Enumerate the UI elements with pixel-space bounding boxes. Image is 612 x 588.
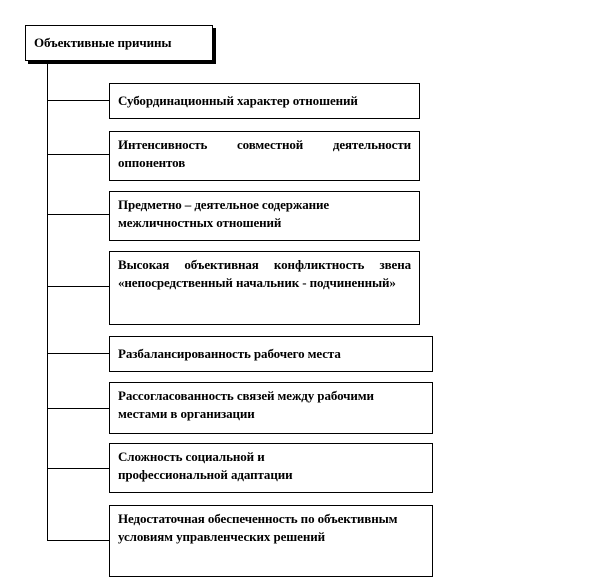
- cause-label-8: Недостаточная обеспеченность по объективным условиям управленческих решений: [118, 511, 398, 544]
- root-node: [25, 25, 213, 61]
- cause-node-2: [109, 131, 420, 181]
- cause-label-4: Высокая объективная конфликтность звена «непосредственный начальник - подчиненный»: [118, 257, 411, 290]
- cause-node-7: [109, 443, 433, 493]
- connector-branch-6: [47, 408, 109, 409]
- cause-node-4: [109, 251, 420, 325]
- connector-branch-2: [47, 154, 109, 155]
- cause-node-8: [109, 505, 433, 577]
- cause-label-7: Сложность социальной и профессиональной адаптации: [118, 449, 293, 482]
- cause-node-5: [109, 336, 433, 372]
- root-label: Объективные причины: [34, 35, 172, 50]
- connector-branch-3: [47, 214, 109, 215]
- cause-label-6: Рассогласованность связей между рабочими местами в организации: [118, 388, 374, 421]
- cause-node-6: [109, 382, 433, 434]
- connector-branch-5: [47, 353, 109, 354]
- connector-branch-4: [47, 286, 109, 287]
- cause-node-3: [109, 191, 420, 241]
- cause-node-1: [109, 83, 420, 119]
- cause-label-3: Предметно – деятельное содержание межличностных отношений: [118, 197, 330, 230]
- cause-label-2: Интенсивность совместной деятельности оппонентов: [118, 137, 411, 170]
- connector-trunk: [47, 61, 48, 541]
- connector-branch-8: [47, 540, 109, 541]
- cause-label-5: Разбалансированность рабочего места: [118, 346, 341, 361]
- cause-label-1: Субординационный характер отношений: [118, 93, 358, 108]
- connector-branch-7: [47, 468, 109, 469]
- connector-branch-1: [47, 100, 109, 101]
